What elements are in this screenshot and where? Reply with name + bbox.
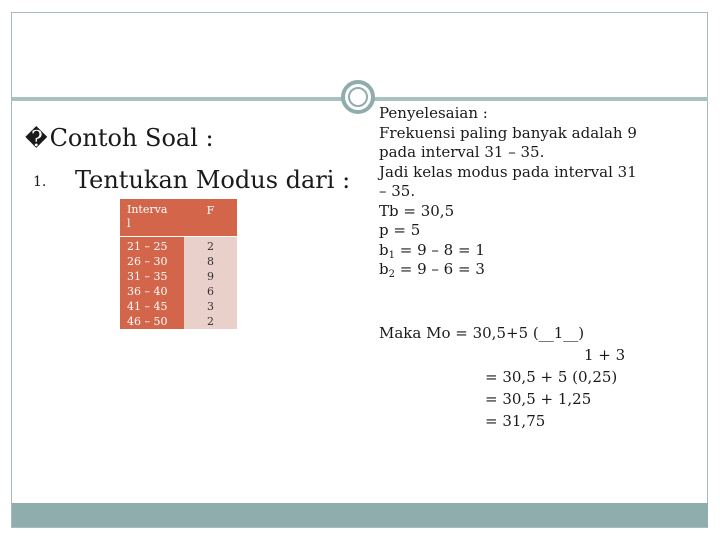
- calc-step: = 30,5 + 1,25: [485, 390, 592, 408]
- frequency-cell: 9: [207, 269, 214, 283]
- bullet-box-icon: �: [25, 127, 48, 152]
- footer-band: [12, 503, 708, 527]
- frequency-cell: 8: [207, 254, 214, 268]
- frequency-column: [184, 236, 237, 329]
- calc-result: = 31,75: [485, 412, 546, 430]
- frequency-cell: 3: [207, 299, 214, 313]
- frequency-cell: 2: [207, 239, 214, 253]
- interval-cell: 31 – 35: [127, 269, 168, 283]
- interval-cell: 36 – 40: [127, 284, 168, 298]
- question-item: [33, 166, 350, 194]
- interval-cell: 41 – 45: [127, 299, 168, 313]
- slide-heading: [25, 124, 214, 152]
- solution-line: – 35.: [379, 182, 416, 200]
- frequency-table: [120, 199, 237, 329]
- interval-cell: 46 – 50: [127, 314, 168, 328]
- frequency-cell: 2: [207, 314, 214, 328]
- solution-line: Tb = 30,5: [379, 201, 455, 220]
- solution-line: Frekuensi paling banyak adalah 9: [379, 123, 637, 142]
- b2-line: $b_2 = 9 - 6 = 3$: [379, 260, 485, 280]
- table-header-row: [120, 199, 237, 236]
- solution-line: p = 5: [379, 221, 421, 239]
- header-interval: Interva l: [120, 199, 184, 236]
- solution-title: Penyelesaian :: [379, 104, 488, 122]
- frequency-cell: 6: [207, 284, 214, 298]
- solution-line: Jadi kelas modus pada interval 31: [379, 162, 637, 181]
- mode-calculation: [379, 322, 625, 432]
- calc-step: = 30,5 + 5 (0,25): [485, 368, 618, 386]
- mode-formula-line: Maka Mo = 30,5+5 (__1__): [379, 324, 585, 342]
- b1-line: $b_1 = 9 - 8 = 1$: [379, 240, 485, 261]
- interval-cell: 26 – 30: [127, 254, 168, 268]
- question-text: Tentukan Modus dari :: [75, 166, 351, 194]
- header-frequency: F: [184, 199, 237, 236]
- circle-ornament-icon: [341, 80, 375, 114]
- solution-line: pada interval 31 – 35.: [379, 143, 545, 161]
- interval-cell: 21 – 25: [127, 239, 168, 253]
- heading-text: Contoh Soal :: [49, 124, 214, 152]
- interval-column: [120, 236, 184, 329]
- table-body-row: [120, 236, 237, 329]
- fraction-numerator: __1__: [538, 324, 579, 342]
- solution-block: [379, 104, 637, 280]
- question-number: 1.: [33, 173, 47, 190]
- fraction-denominator: 1 + 3: [584, 346, 626, 364]
